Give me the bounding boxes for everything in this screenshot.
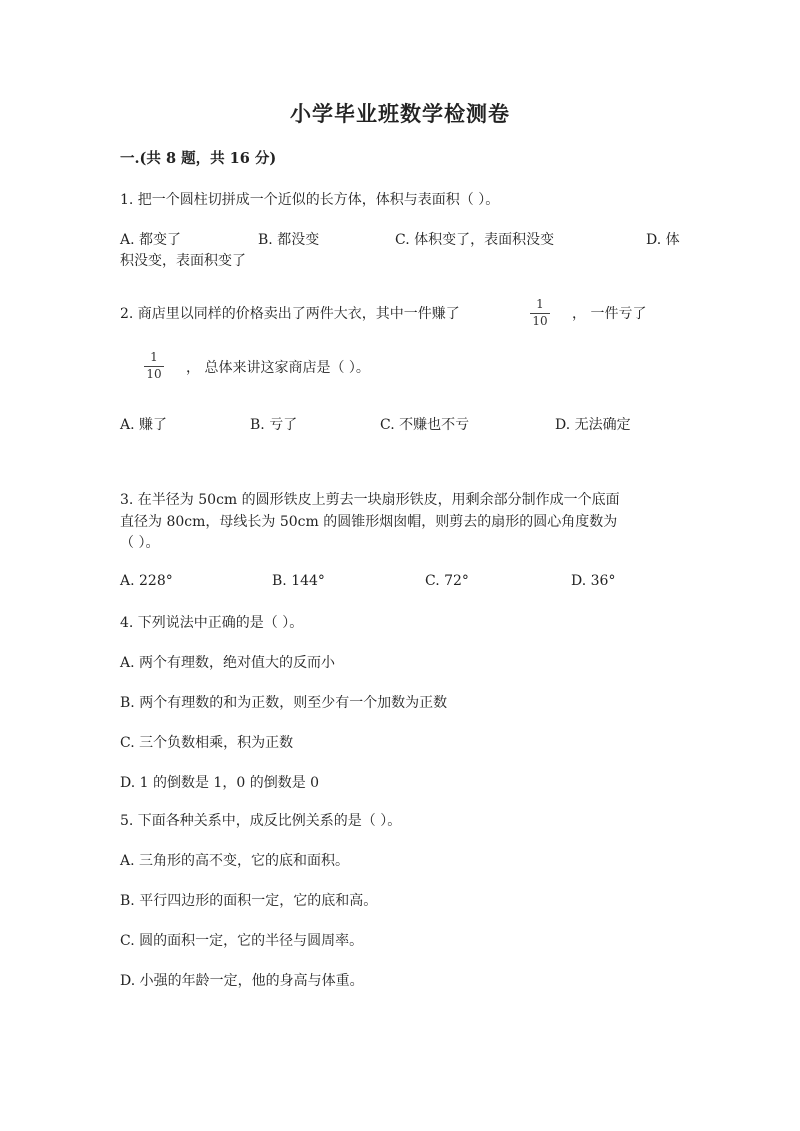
question-3-option-d: D. 36° — [571, 573, 616, 589]
question-3-option-c: C. 72° — [425, 573, 469, 589]
fraction-one-tenth — [530, 298, 550, 328]
question-4-stem: 4. 下列说法中正确的是（ ）。 — [120, 615, 304, 631]
fraction-numerator: 1 — [150, 350, 158, 364]
question-3-stem-line-3: （ ）。 — [120, 535, 160, 551]
question-3-stem-line-2: 直径为 80cm，母线长为 50cm 的圆锥形烟囱帽，则剪去的扇形的圆心角度数为 — [120, 514, 618, 530]
question-2-option-a: A. 赚了 — [120, 417, 168, 433]
question-5-stem: 5. 下面各种关系中，成反比例关系的是（ ）。 — [120, 813, 402, 829]
question-3-stem-line-1: 3. 在半径为 50cm 的圆形铁皮上剪去一块扇形铁皮，用剩余部分制作成一个底面 — [120, 492, 620, 508]
question-4-option-b: B. 两个有理数的和为正数，则至少有一个加数为正数 — [120, 695, 448, 711]
question-1-option-b: B. 都没变 — [258, 232, 320, 248]
question-5-option-b: B. 平行四边形的面积一定，它的底和高。 — [120, 893, 378, 909]
fraction-numerator: 1 — [536, 297, 544, 311]
question-1-option-c: C. 体积变了，表面积没变 — [395, 232, 555, 248]
question-4-option-c: C. 三个负数相乘，积为正数 — [120, 735, 294, 751]
fraction-one-tenth — [144, 351, 164, 381]
question-2-stem-part2: ， 一件亏了 — [572, 306, 647, 322]
question-1-option-d: D. 体 — [646, 232, 680, 248]
question-3-option-a: A. 228° — [120, 573, 173, 589]
question-3-option-b: B. 144° — [272, 573, 325, 589]
question-2-option-d: D. 无法确定 — [555, 417, 631, 433]
question-5-option-a: A. 三角形的高不变，它的底和面积。 — [120, 853, 350, 869]
question-2-stem-part1: 2. 商店里以同样的价格卖出了两件大衣，其中一件赚了 — [120, 306, 460, 322]
question-1-option-d-wrap: 积没变，表面积变了 — [120, 253, 246, 269]
question-5-option-c: C. 圆的面积一定，它的半径与圆周率。 — [120, 933, 364, 949]
fraction-denominator: 10 — [146, 367, 162, 381]
fraction-denominator: 10 — [532, 314, 548, 328]
question-1-option-a: A. 都变了 — [120, 232, 182, 248]
page-title: 小学毕业班数学检测卷 — [290, 101, 510, 126]
question-4-option-d: D. 1 的倒数是 1，0 的倒数是 0 — [120, 775, 320, 791]
question-2-option-b: B. 亏了 — [250, 417, 298, 433]
question-2-stem-part3: ， 总体来讲这家商店是（ ）。 — [186, 360, 370, 376]
question-2-option-c: C. 不赚也不亏 — [380, 417, 470, 433]
question-5-option-d: D. 小强的年龄一定，他的身高与体重。 — [120, 973, 364, 989]
question-4-option-a: A. 两个有理数，绝对值大的反而小 — [120, 655, 336, 671]
question-1-stem: 1. 把一个圆柱切拼成一个近似的长方体，体积与表面积（ ）。 — [120, 192, 500, 208]
section-header: 一.(共 8 题，共 16 分) — [120, 150, 277, 167]
